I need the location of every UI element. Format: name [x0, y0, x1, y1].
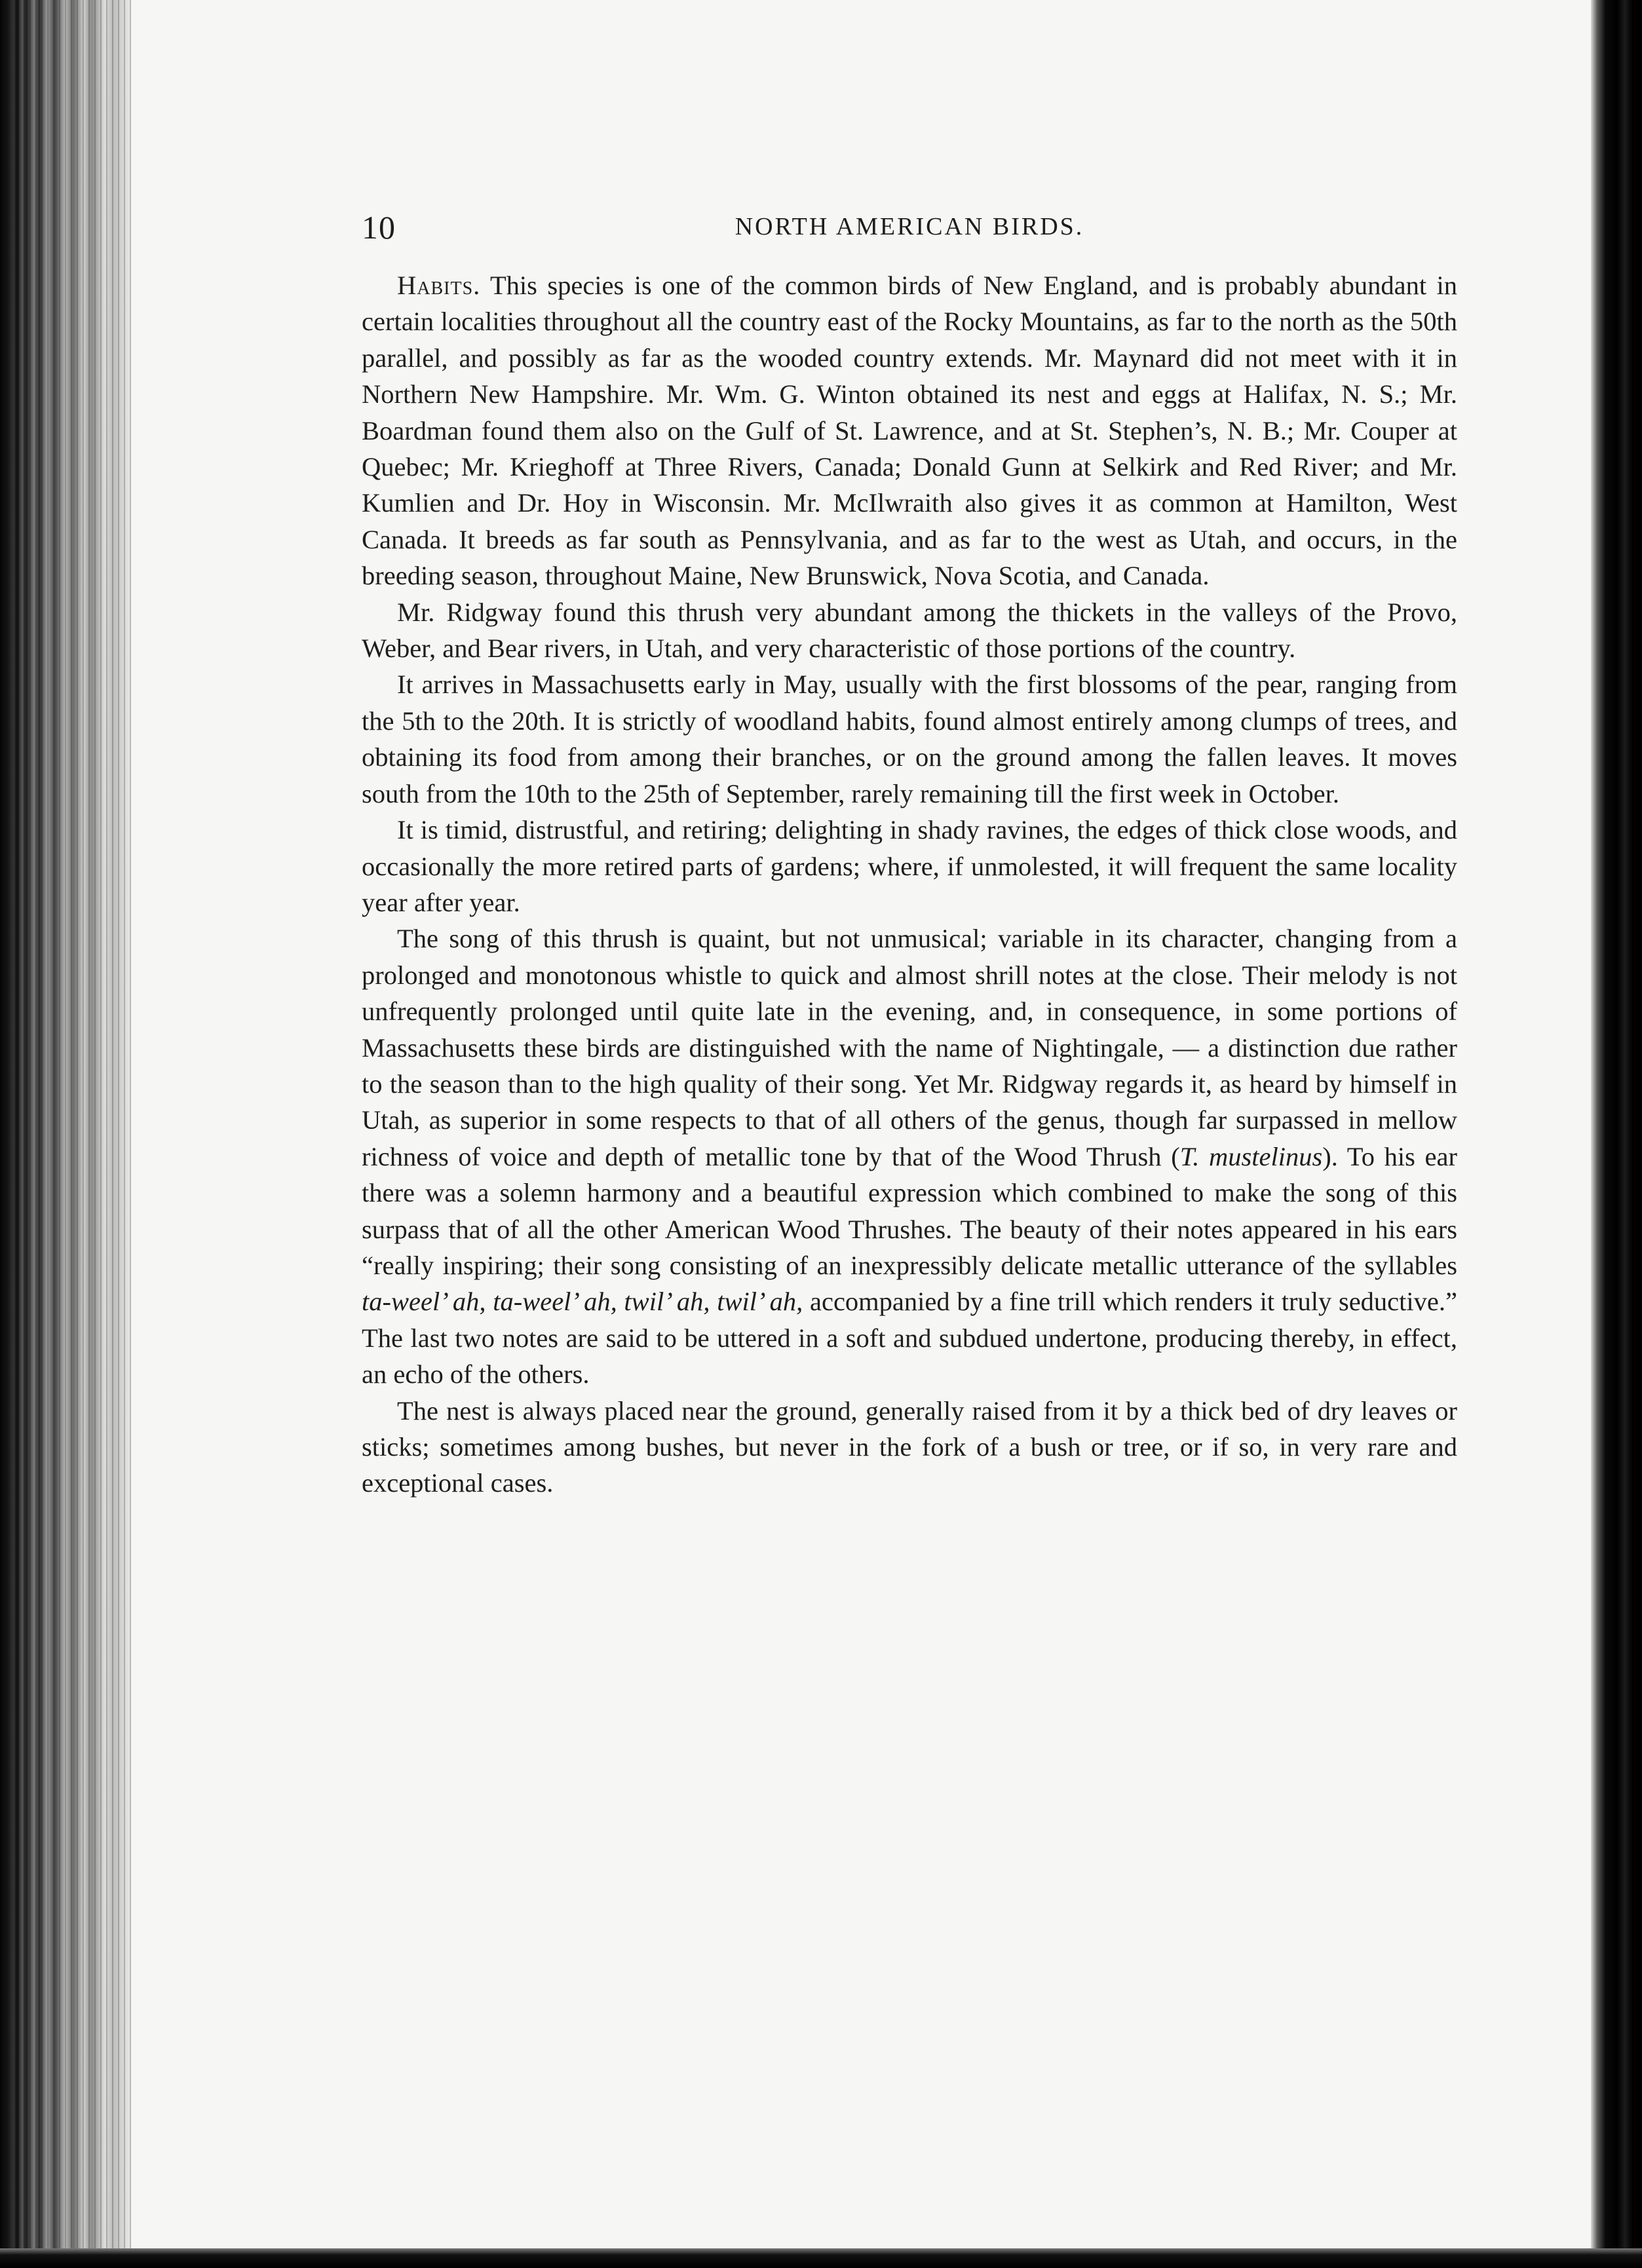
body-text	[362, 267, 1457, 1502]
section-label: Habits.	[397, 271, 481, 300]
paragraph: Mr. Ridgway found this thrush very abundant among the thickets in the valleys of the Provo, Weber, and Bear rivers, in Utah, and very characteristic of those portions of the country.	[362, 597, 1457, 664]
paragraph-text: ). To his ear there was a solemn harmony and a beautiful expression which combined to make the song of this surpass that of all the other American Wood Thrushes. The beauty of their notes appeared in his ears “really inspiring; their song consisting of an inexpressibly delicate metallic utterance of the syllables	[362, 1141, 1457, 1280]
paragraph-text: The song of this thrush is quaint, but not unmusical; variable in its character, changing from a prolonged and monotonous whistle to quick and almost shrill notes at the close. Their melody is not unfrequently prolonged until quite late in the evening, and, in consequence, in some portions of Massachusetts these birds are distinguished with the name of Nightingale, — a distinction due rather to the season than to the high quality of their song. Yet Mr. Ridgway regards it, as heard by himself in Utah, as superior in some respects to that of all others of the genus, though far surpassed in mellow richness of voice and depth of metallic tone by that of the Wood Thrush (	[362, 924, 1457, 1171]
running-head: NORTH AMERICAN BIRDS.	[735, 213, 1084, 240]
page-header	[362, 208, 1457, 248]
paragraph: It is timid, distrustful, and retiring; delighting in shady ravines, the edges of thick close woods, and occasionally the more retired parts of gardens; where, if unmolested, it will frequent the same locality year after year.	[362, 815, 1457, 917]
page-number: 10	[362, 209, 396, 246]
bottom-scan-border	[0, 2248, 1642, 2268]
paragraph-song	[362, 920, 1457, 1392]
paragraph-text: This species is one of the common birds of New England, and is probably abundant in certain localities throughout all the country east of the Rocky Mountains, as far to the north as the 50th parallel, and possibly as far as the wooded country extends. Mr. Maynard did not meet with it in Northern New Hampshire. Mr. Wm. G. Winton obtained its nest and eggs at Halifax, N. S.; Mr. Boardman found them also on the Gulf of St. Lawrence, and at St. Stephen’s, N. B.; Mr. Couper at Quebec; Mr. Krieghoff at Three Rivers, Canada; Donald Gunn at Selkirk and Red River; and Mr. Kumlien and Dr. Hoy in Wisconsin. Mr. McIlwraith also gives it as common at Hamilton, West Canada. It breeds as far south as Pennsylvania, and as far to the west as Utah, and occurs, in the breeding season, throughout Maine, New Brunswick, Nova Scotia, and Canada.	[362, 271, 1457, 591]
paragraph: It arrives in Massachusetts early in May, usually with the first blossoms of the pear, ranging from the 5th to the 20th. It is strictly of woodland habits, found almost entirely among clumps of trees, and obtaining its food from among their branches, or on the ground among the fallen leaves. It moves south from the 10th to the 25th of September, rarely remaining till the first week in October.	[362, 670, 1457, 808]
paragraph-habits	[362, 267, 1457, 594]
paragraph: The nest is always placed near the ground, generally raised from it by a thick bed of dry leaves or sticks; sometimes among bushes, but never in the fork of a bush or tree, or if so, in very rare and exceptional cases.	[362, 1395, 1457, 1498]
song-syllables: ta-weel’ ah, ta-weel’ ah, twil’ ah, twil’ ah,	[362, 1287, 803, 1317]
right-scan-border	[1591, 0, 1642, 2268]
species-name: T. mustelinus	[1179, 1141, 1323, 1171]
page-edges	[0, 0, 131, 2268]
paragraph-text: accompanied by a fine trill which renders it truly seductive.” The last two notes are said to be uttered in a soft and subdued undertone, producing thereby, in effect, an echo of the others.	[362, 1287, 1457, 1389]
